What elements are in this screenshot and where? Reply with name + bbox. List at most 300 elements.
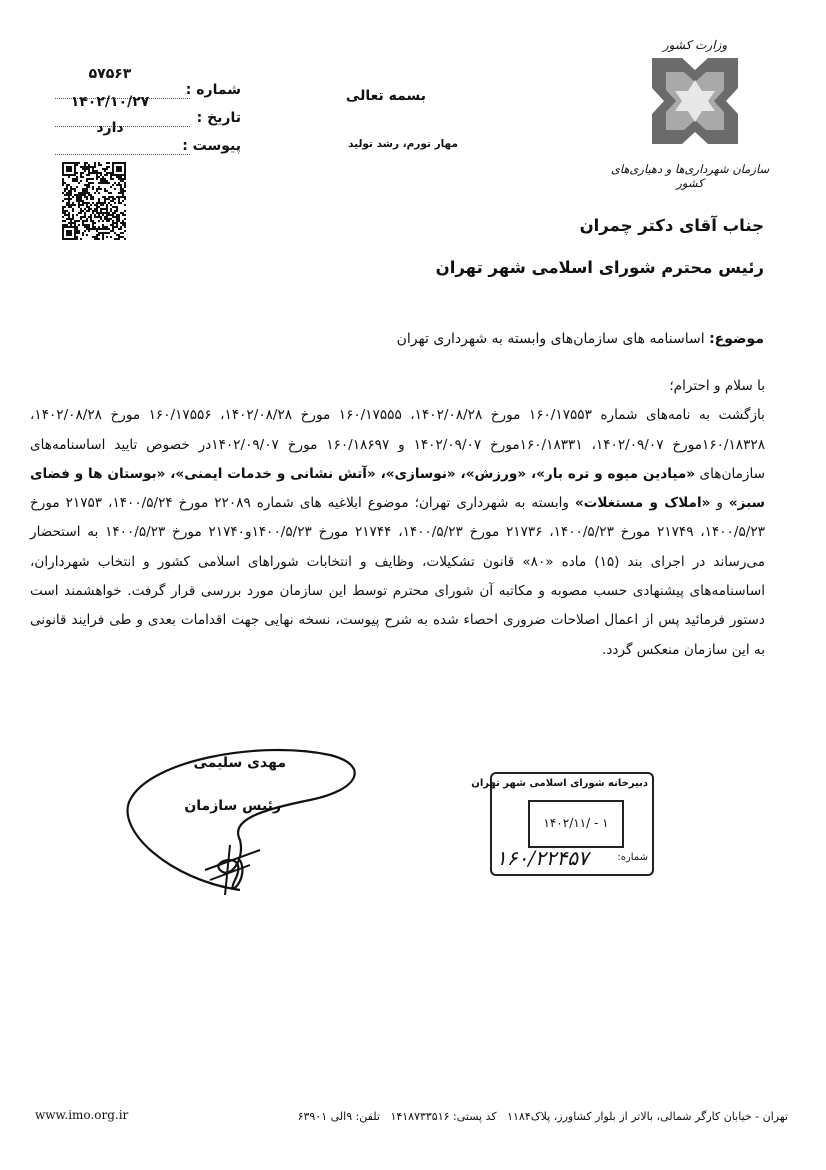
qr-module [66,188,68,190]
qr-module [110,208,112,210]
qr-module [74,204,76,206]
qr-module [122,220,124,222]
qr-module [80,208,82,210]
qr-module [114,210,116,212]
qr-module [84,208,86,210]
secretariat-stamp [471,772,654,876]
qr-module [108,172,110,174]
qr-module [122,188,124,190]
qr-module [108,232,110,234]
qr-module [116,210,118,212]
qr-module [62,200,64,202]
qr-module [116,184,118,186]
qr-module [118,176,120,178]
qr-module [96,236,98,238]
qr-module [82,210,84,212]
qr-module [86,196,88,198]
qr-module [120,186,122,188]
qr-module [96,228,98,230]
qr-module [70,206,72,208]
qr-module [108,212,110,214]
qr-module [98,220,100,222]
qr-module [106,166,108,168]
greeting: با سلام و احترام؛ [669,378,765,394]
stamp-number-value: ۱۶۰/۲۲۴۵۷ [496,846,589,870]
qr-module [94,204,96,206]
qr-module [68,194,70,196]
qr-module [96,174,98,176]
qr-module [88,210,90,212]
qr-module [80,198,82,200]
qr-module [106,180,108,182]
qr-module [66,224,68,226]
qr-module [112,220,114,222]
qr-module [66,184,68,186]
qr-module [106,172,108,174]
qr-module [110,236,112,238]
qr-module [68,214,70,216]
qr-module [112,214,114,216]
qr-module [76,164,78,166]
qr-module [62,220,64,222]
qr-module [80,172,82,174]
qr-module [62,210,64,212]
qr-module [82,172,84,174]
qr-module [70,194,72,196]
qr-module [124,230,126,232]
qr-module [102,236,104,238]
qr-module [120,232,122,234]
qr-module [110,174,112,176]
qr-module [76,220,78,222]
qr-module [66,210,68,212]
qr-module [68,204,70,206]
qr-module [106,212,108,214]
qr-module [106,232,108,234]
qr-module [66,186,68,188]
qr-module [120,228,122,230]
qr-module [114,238,116,240]
qr-module [114,216,116,218]
qr-module [102,232,104,234]
qr-module [112,196,114,198]
qr-module [64,206,66,208]
signatory-title: رئیس سازمان [184,798,281,814]
qr-module [70,222,72,224]
qr-module [98,172,100,174]
qr-module [118,220,120,222]
qr-module [76,238,78,240]
number-label: شماره : [185,82,241,98]
qr-module [122,178,124,180]
qr-module [82,168,84,170]
qr-module [118,182,120,184]
qr-module [114,232,116,234]
qr-module [96,202,98,204]
qr-module [124,222,126,224]
qr-module [116,218,118,220]
qr-module [88,174,90,176]
qr-module [74,220,76,222]
qr-module [110,204,112,206]
qr-module [122,232,124,234]
qr-module [68,206,70,208]
qr-module [78,192,80,194]
body-text: بازگشت به نامه‌های شماره ۱۶۰/۱۷۵۵۳ مورخ ۱۴۰۲/۰۸/۲۸، ۱۶۰/۱۷۵۵۵ مورخ ۱۴۰۲/۰۸/۲۸، ۱۶۰/۱۷۵۵۶ مورخ ۱۴۰۲/۰۸/۲۸، ۱۶۰/۱۸۳۲۸مورخ ۱۴۰۲/۰۹/۰۷، ۱۶۰/۱۸۳۳۱مورخ ۱۴۰۲/۰۹/۰۷ و ۱۶۰/۱۸۶۹۷ مورخ ۱۴۰۲/۰۹/۰۷در خصوص تایید اساسنامه‌های سازمان‌های [30,407,766,482]
qr-module [64,210,66,212]
qr-module [116,238,118,240]
qr-module [118,196,120,198]
qr-module [82,166,84,168]
qr-module [98,164,100,166]
qr-module [110,192,112,194]
qr-module [80,176,82,178]
qr-module [90,178,92,180]
qr-module [92,224,94,226]
qr-module [110,186,112,188]
qr-module [70,204,72,206]
qr-module [102,220,104,222]
qr-module [84,216,86,218]
qr-module [62,178,64,180]
emblem-icon [652,58,738,144]
qr-module [96,238,98,240]
qr-module [84,192,86,194]
qr-module [82,204,84,206]
qr-module [108,202,110,204]
qr-module [94,192,96,194]
qr-module [88,194,90,196]
qr-module [76,236,78,238]
qr-module [96,188,98,190]
qr-module [120,192,122,194]
qr-module [68,184,70,186]
qr-module [118,200,120,202]
qr-module [82,232,84,234]
footer-website: www.imo.org.ir [35,1108,129,1122]
qr-module [94,162,96,164]
qr-module [102,202,104,204]
qr-module [72,218,74,220]
qr-module [90,204,92,206]
qr-module [62,216,64,218]
qr-module [106,228,108,230]
qr-module [112,206,114,208]
qr-module [100,188,102,190]
qr-module [88,178,90,180]
qr-module [124,176,126,178]
qr-module [82,224,84,226]
qr-module [102,224,104,226]
qr-module [94,164,96,166]
qr-module [116,166,122,172]
qr-module [118,238,120,240]
qr-module [90,172,92,174]
qr-module [114,202,116,204]
qr-module [110,200,112,202]
qr-module [70,192,72,194]
invocation: بسمه تعالی [345,88,426,104]
qr-module [122,192,124,194]
qr-module [110,176,112,178]
qr-module [84,202,86,204]
qr-module [82,200,84,202]
qr-module [100,218,102,220]
qr-module [108,162,110,164]
qr-module [80,216,82,218]
qr-module [112,200,114,202]
qr-module [118,198,120,200]
qr-module [104,232,106,234]
qr-module [104,202,106,204]
qr-module [92,166,94,168]
qr-module [72,204,74,206]
qr-module [76,172,78,174]
qr-module [102,208,104,210]
qr-module [116,234,118,236]
qr-module [86,234,88,236]
qr-module [104,174,106,176]
qr-module [86,166,88,168]
qr-module [86,186,88,188]
qr-module [106,206,108,208]
qr-module [98,216,100,218]
qr-module [82,192,84,194]
qr-module [106,210,108,212]
qr-module [72,202,74,204]
qr-module [88,192,90,194]
body-text: وابسته به شهرداری تهران؛ موضوع ابلاغیه های شماره ۲۲۰۸۹ مورخ ۱۴۰۰/۵/۲۴، ۲۱۷۵۳ مورخ ۱۴۰۰/۵/۲۳، ۲۱۷۴۹ مورخ ۱۴۰۰/۵/۲۳، ۲۱۷۳۶ مورخ ۱۴۰۰/۵/۲۳، ۲۱۷۴۴ مورخ ۱۴۰۰/۵/۲۳و۲۱۷۴۰ مورخ ۱۴۰۰/۵/۲۳ به استحضار می‌رساند در اجرای بند (۱۵) ماده «۸۰» قانون تشکیلات، وظایف و انتخابات شوراهای اسلامی کشور و انتخاب شهرداران، اساسنامه‌های پیشنهادی حسب مصوبه و مکاتبه آن شورای محترم توسط این سازمان مورد بررسی قرار گرفت. خواهشمند است دستور فرمائید پس از اعمال اصلاحات ضروری احصاء شده به شرح پیوست، نسخه نهایی جهت اقدامات بعدی و طی فرایند قانونی به این سازمان منعکس گردد. [30,495,765,658]
qr-module [106,216,108,218]
qr-module [86,198,88,200]
qr-module [92,170,94,172]
qr-module [82,234,84,236]
qr-module [92,212,94,214]
qr-module [92,202,94,204]
qr-module [90,194,92,196]
qr-module [116,196,118,198]
qr-module [118,234,120,236]
qr-module [110,224,112,226]
qr-module [112,222,114,224]
qr-module [98,192,100,194]
qr-module [102,238,104,240]
qr-module [98,198,100,200]
qr-module [112,216,114,218]
qr-module [100,174,102,176]
qr-module [78,204,80,206]
qr-module [72,222,74,224]
qr-module [112,212,114,214]
qr-module [88,230,90,232]
qr-module [120,176,122,178]
qr-module [96,172,98,174]
qr-module [80,204,82,206]
qr-module [62,182,64,184]
qr-module [80,166,82,168]
qr-module [74,180,76,182]
qr-module [78,230,80,232]
qr-module [76,226,78,228]
qr-module [78,200,80,202]
qr-module [64,214,66,216]
qr-module [64,224,66,226]
qr-module [90,208,92,210]
qr-module [122,194,124,196]
qr-module [108,192,110,194]
qr-module [84,190,86,192]
letter-body [30,372,765,665]
qr-module [78,182,80,184]
qr-module [98,200,100,202]
qr-module [88,166,90,168]
qr-module [70,224,72,226]
qr-module [96,176,98,178]
qr-module [106,214,108,216]
qr-module [112,178,114,180]
qr-module [76,198,78,200]
qr-module [96,216,98,218]
qr-module [70,218,72,220]
qr-module [84,164,86,166]
qr-module [98,162,100,164]
qr-module [118,236,120,238]
qr-module [122,180,124,182]
qr-module [68,216,70,218]
qr-module [72,216,74,218]
qr-module [76,186,78,188]
qr-module [68,200,70,202]
qr-module [120,202,122,204]
qr-module [96,204,98,206]
qr-module [96,206,98,208]
qr-module [70,188,72,190]
qr-module [124,182,126,184]
qr-module [76,228,78,230]
qr-module [104,218,106,220]
qr-module [104,198,106,200]
qr-module [72,208,74,210]
qr-module [92,182,94,184]
qr-module [122,236,124,238]
qr-module [102,204,104,206]
qr-module [88,206,90,208]
qr-module [112,226,114,228]
qr-module [104,228,106,230]
qr-module [78,198,80,200]
qr-module [122,190,124,192]
qr-module [120,180,122,182]
qr-module [70,220,72,222]
qr-module [80,174,82,176]
qr-module [120,188,122,190]
qr-module [64,190,66,192]
qr-module [110,172,112,174]
qr-module [92,220,94,222]
qr-module [96,178,98,180]
qr-module [86,204,88,206]
qr-module [86,178,88,180]
qr-module [92,236,94,238]
stamp-date-box [528,800,624,848]
qr-module [98,232,100,234]
qr-module [74,188,76,190]
qr-module [72,210,74,212]
qr-module [102,226,104,228]
qr-module [80,210,82,212]
qr-module [124,184,126,186]
qr-module [116,208,118,210]
qr-module [112,198,114,200]
stamp-date: ۱۴۰۲/۱۱/ - ۱ [543,816,609,830]
qr-module [100,164,102,166]
qr-module [82,194,84,196]
qr-module [116,176,118,178]
qr-module [94,166,96,168]
qr-module [84,226,86,228]
qr-module [92,168,94,170]
qr-module [86,188,88,190]
qr-module [116,222,118,224]
qr-module [116,206,118,208]
qr-module [108,198,110,200]
qr-module [86,190,88,192]
qr-module [106,226,108,228]
qr-module [90,220,92,222]
qr-module [84,196,86,198]
qr-module [124,178,126,180]
qr-module [94,216,96,218]
qr-module [102,180,104,182]
recipient-name: جناب آقای دکتر چمران [579,216,764,235]
qr-module [118,228,120,230]
qr-module [98,228,100,230]
body-emphasis: «میادین میوه و تره بار»، «ورزش»، «نوسازی»، «آتش نشانی و خدمات ایمنی»، «بوستان ها و فضای سبز» [30,465,766,512]
qr-module [80,200,82,202]
qr-module [98,234,100,236]
qr-module [120,184,122,186]
qr-module [76,162,78,164]
qr-module [94,210,96,212]
qr-module [124,214,126,216]
qr-module [76,196,78,198]
qr-module [90,228,92,230]
qr-module [82,188,84,190]
qr-module [66,204,68,206]
qr-module [116,216,118,218]
qr-module [124,210,126,212]
qr-module [78,232,80,234]
qr-module [72,188,74,190]
qr-module [62,184,64,186]
qr-module [124,218,126,220]
qr-module [92,178,94,180]
qr-module [120,196,122,198]
qr-module [72,214,74,216]
qr-module [70,198,72,200]
qr-module [64,182,66,184]
qr-module [116,224,118,226]
qr-module [68,212,70,214]
qr-module [94,228,96,230]
qr-module [118,178,120,180]
body-emphasis: «املاک و مستغلات» [574,495,711,512]
slogan: مهار تورم، رشد تولید [348,138,458,150]
qr-module [94,226,96,228]
qr-module [96,230,98,232]
qr-module [120,178,122,180]
qr-module [116,226,118,228]
